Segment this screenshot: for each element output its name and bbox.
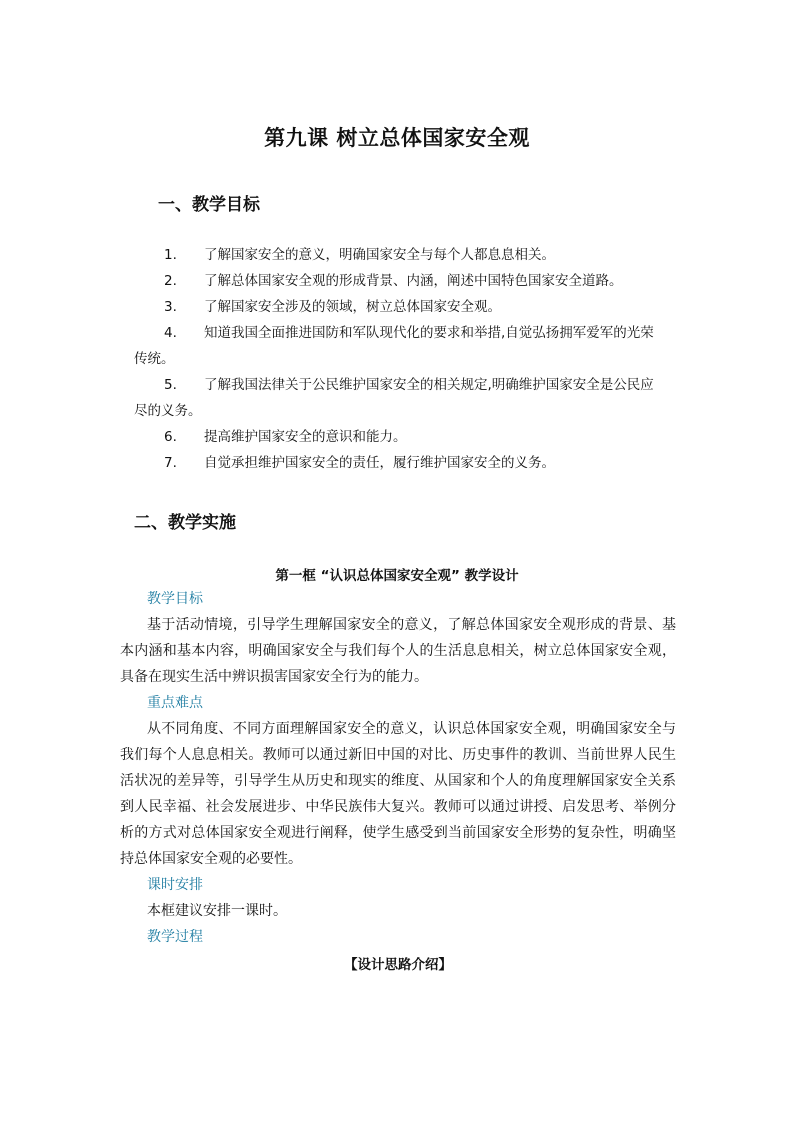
objective-text: 了解国家安全的意义，明确国家安全与每个人都息息相关。 xyxy=(204,247,555,263)
design-intro-heading: 【设计思路介绍】 xyxy=(344,957,452,973)
paragraph-teaching-goal: 基于活动情境，引导学生理解国家安全的意义，了解总体国家安全观形成的背景、基本内涵和基本内容，明确国家安全与我们每个人的生活息息相关，树立总体国家安全观，具备在现实生活中辨识损害国家安全行为的能力。 xyxy=(120,617,676,685)
objective-text: 了解我国法律关于公民维护国家安全的相关规定,明确维护国家安全是公民应 xyxy=(204,377,654,393)
section-heading-implementation: 二、教学实施 xyxy=(134,513,236,533)
objective-number: 5. xyxy=(164,377,177,393)
label-teaching-goal: 教学目标 xyxy=(147,591,203,607)
label-key-difficulties: 重点难点 xyxy=(147,695,203,711)
objective-continuation: 尽的义务。 xyxy=(134,403,202,419)
objective-number: 7. xyxy=(164,455,177,471)
objective-text: 了解国家安全涉及的领域，树立总体国家安全观。 xyxy=(204,299,501,315)
objective-item xyxy=(134,268,674,294)
objective-item xyxy=(134,320,674,346)
objective-item xyxy=(134,450,674,476)
objective-text: 自觉承担维护国家安全的责任，履行维护国家安全的义务。 xyxy=(204,455,555,471)
objective-number: 1. xyxy=(164,247,177,263)
page-title: 第九课 树立总体国家安全观 xyxy=(264,126,530,150)
label-class-time: 课时安排 xyxy=(147,877,203,893)
objective-continuation: 传统。 xyxy=(134,351,175,367)
label-teaching-process: 教学过程 xyxy=(147,929,203,945)
objective-number: 2. xyxy=(164,273,177,289)
lesson-body xyxy=(120,586,676,978)
objective-item xyxy=(134,294,674,320)
objective-item xyxy=(134,242,674,268)
section-heading-objectives: 一、教学目标 xyxy=(158,195,260,215)
objective-number: 6. xyxy=(164,429,177,445)
objective-item xyxy=(134,424,674,450)
objective-text: 了解总体国家安全观的形成背景、内涵，阐述中国特色国家安全道路。 xyxy=(204,273,623,289)
objective-item xyxy=(134,372,674,398)
objective-text: 提高维护国家安全的意识和能力。 xyxy=(204,429,407,445)
objective-number: 4. xyxy=(164,325,177,341)
objectives-list xyxy=(134,242,674,476)
objective-number: 3. xyxy=(164,299,177,315)
paragraph-class-time: 本框建议安排一课时。 xyxy=(147,903,287,919)
objective-text: 知道我国全面推进国防和军队现代化的要求和举措,自觉弘扬拥军爱军的光荣 xyxy=(204,325,654,341)
paragraph-key-difficulties: 从不同角度、不同方面理解国家安全的意义，认识总体国家安全观，明确国家安全与我们每个人息息相关。教师可以通过新旧中国的对比、历史事件的教训、当前世界人民生活状况的差异等，引导学生从历史和现实的维度、从国家和个人的角度理解国家安全关系到人民幸福、社会发展进步、中华民族伟大复兴。教师可以通过讲授、启发思考、举例分析的方式对总体国家安全观进行阐释，使学生感受到当前国家安全形势的复杂性，明确坚持总体国家安全观的必要性。 xyxy=(120,721,676,867)
lesson-subheading: 第一框 “认识总体国家安全观” 教学设计 xyxy=(275,568,519,584)
